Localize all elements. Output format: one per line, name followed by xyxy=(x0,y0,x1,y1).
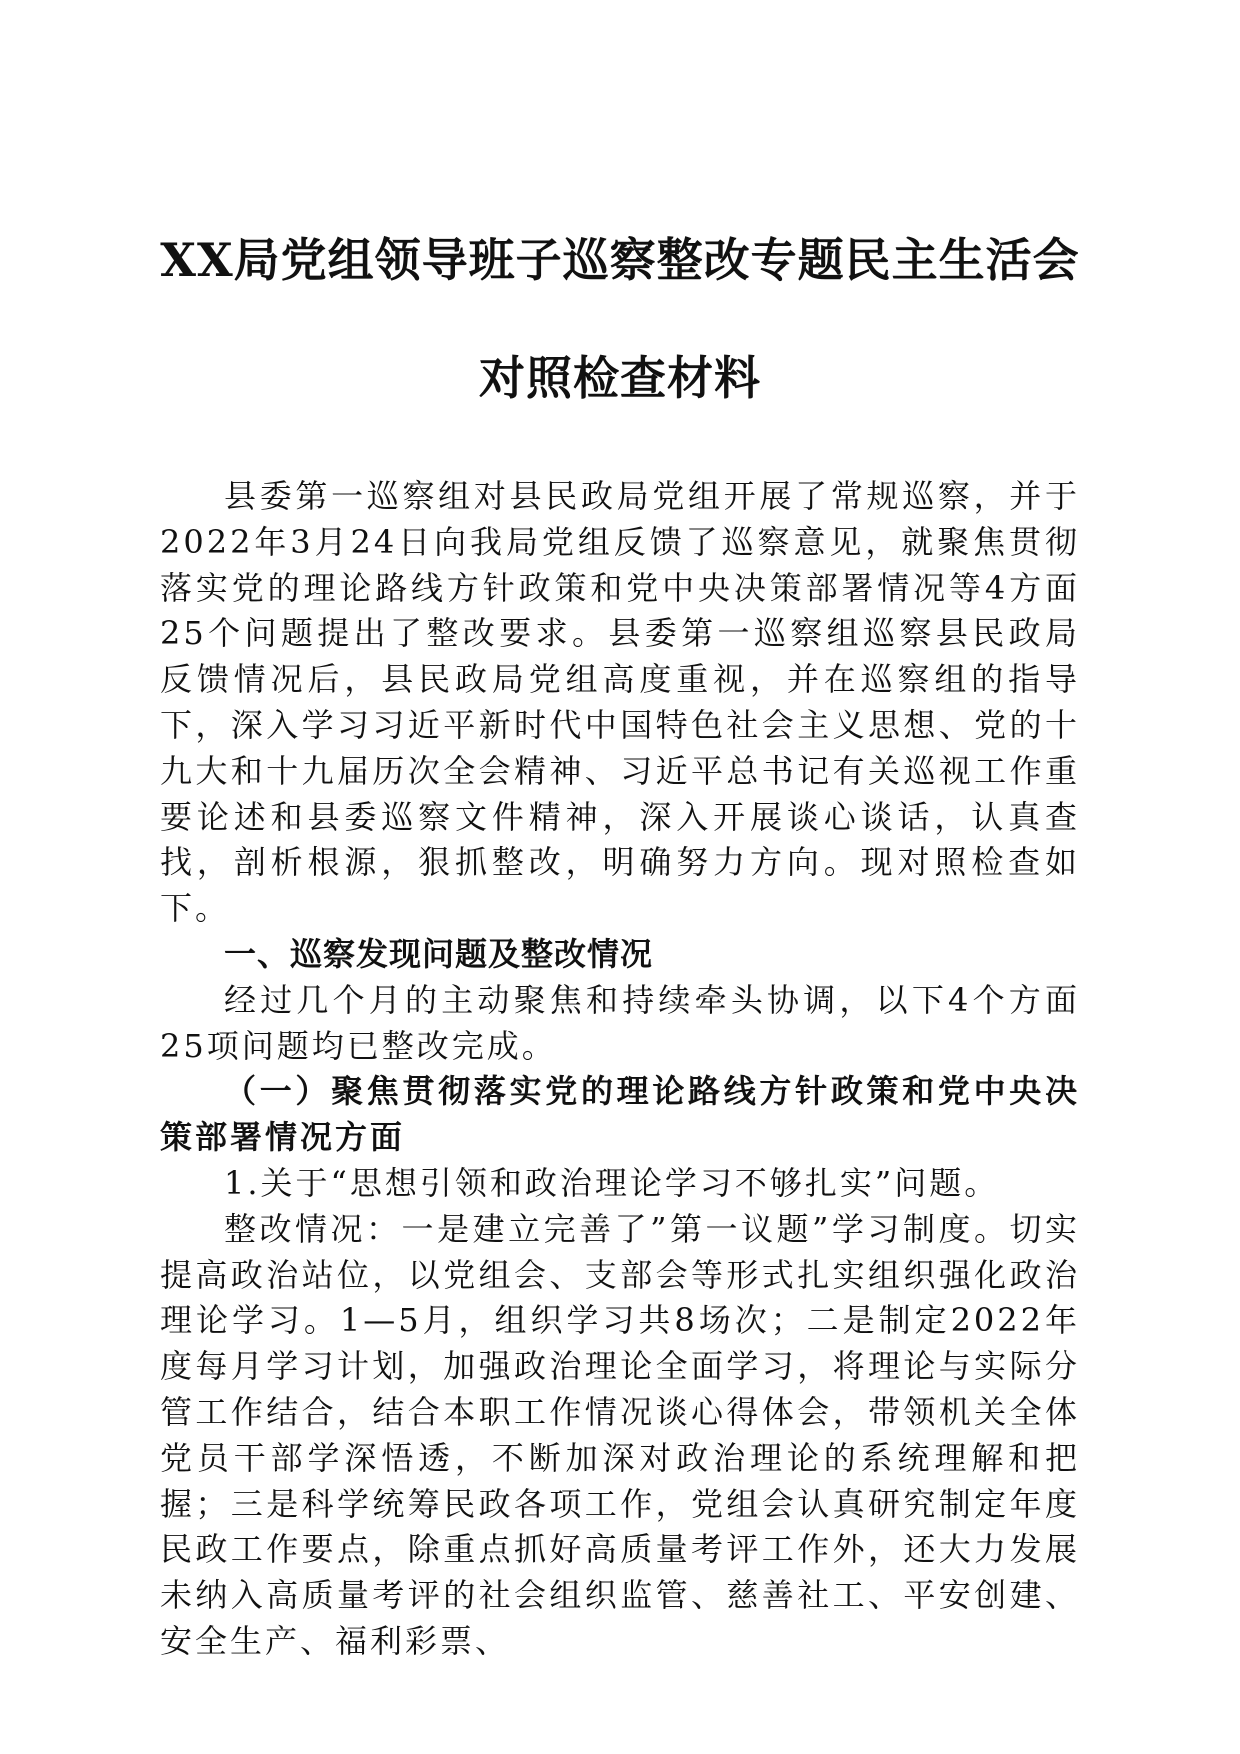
intro-paragraph: 县委第一巡察组对县民政局党组开展了常规巡察，并于2022年3月24日向我局党组反馈了巡察意见，就聚焦贯彻落实党的理论路线方针政策和党中央决策部署情况等4方面25个问题提出了整改要求。县委第一巡察组巡察县民政局反馈情况后，县民政局党组高度重视，并在巡察组的指导下，深入学习习近平新时代中国特色社会主义思想、党的十九大和十九届历次全会精神、习近平总书记有关巡视工作重要论述和县委巡察文件精神，深入开展谈心谈话，认真查找，剖析根源，狠抓整改，明确努力方向。现对照检查如下。 xyxy=(160,477,1080,928)
section-heading-1: 一、巡察发现问题及整改情况 xyxy=(224,934,654,973)
document-title-line-1: XX局党组领导班子巡察整改专题民主生活会 xyxy=(160,233,1080,287)
issue-item-1: 1.关于“思想引领和政治理论学习不够扎实”问题。 xyxy=(224,1163,1000,1202)
rectification-paragraph: 整改情况：一是建立完善了”第一议题”学习制度。切实提高政治站位，以党组会、支部会等形式扎实组织强化政治理论学习。1—5月，组织学习共8场次；二是制定2022年度每月学习计划，加强政治理论全面学习，将理论与实际分管工作结合，结合本职工作情况谈心得体会，带领机关全体党员干部学深悟透，不断加深对政治理论的系统理解和把握；三是科学统筹民政各项工作，党组会认真研究制定年度民政工作要点，除重点抓好高质量考评工作外，还大力发展未纳入高质量考评的社会组织监管、慈善社工、平安创建、安全生产、福利彩票、 xyxy=(160,1209,1080,1660)
subsection-heading-1: （一）聚焦贯彻落实党的理论路线方针政策和党中央决策部署情况方面 xyxy=(160,1072,1080,1157)
document-title-line-2: 对照检查材料 xyxy=(479,351,761,405)
section-summary-paragraph: 经过几个月的主动聚焦和持续牵头协调，以下4个方面25项问题均已整改完成。 xyxy=(160,980,1080,1065)
document-body xyxy=(160,474,1080,1665)
